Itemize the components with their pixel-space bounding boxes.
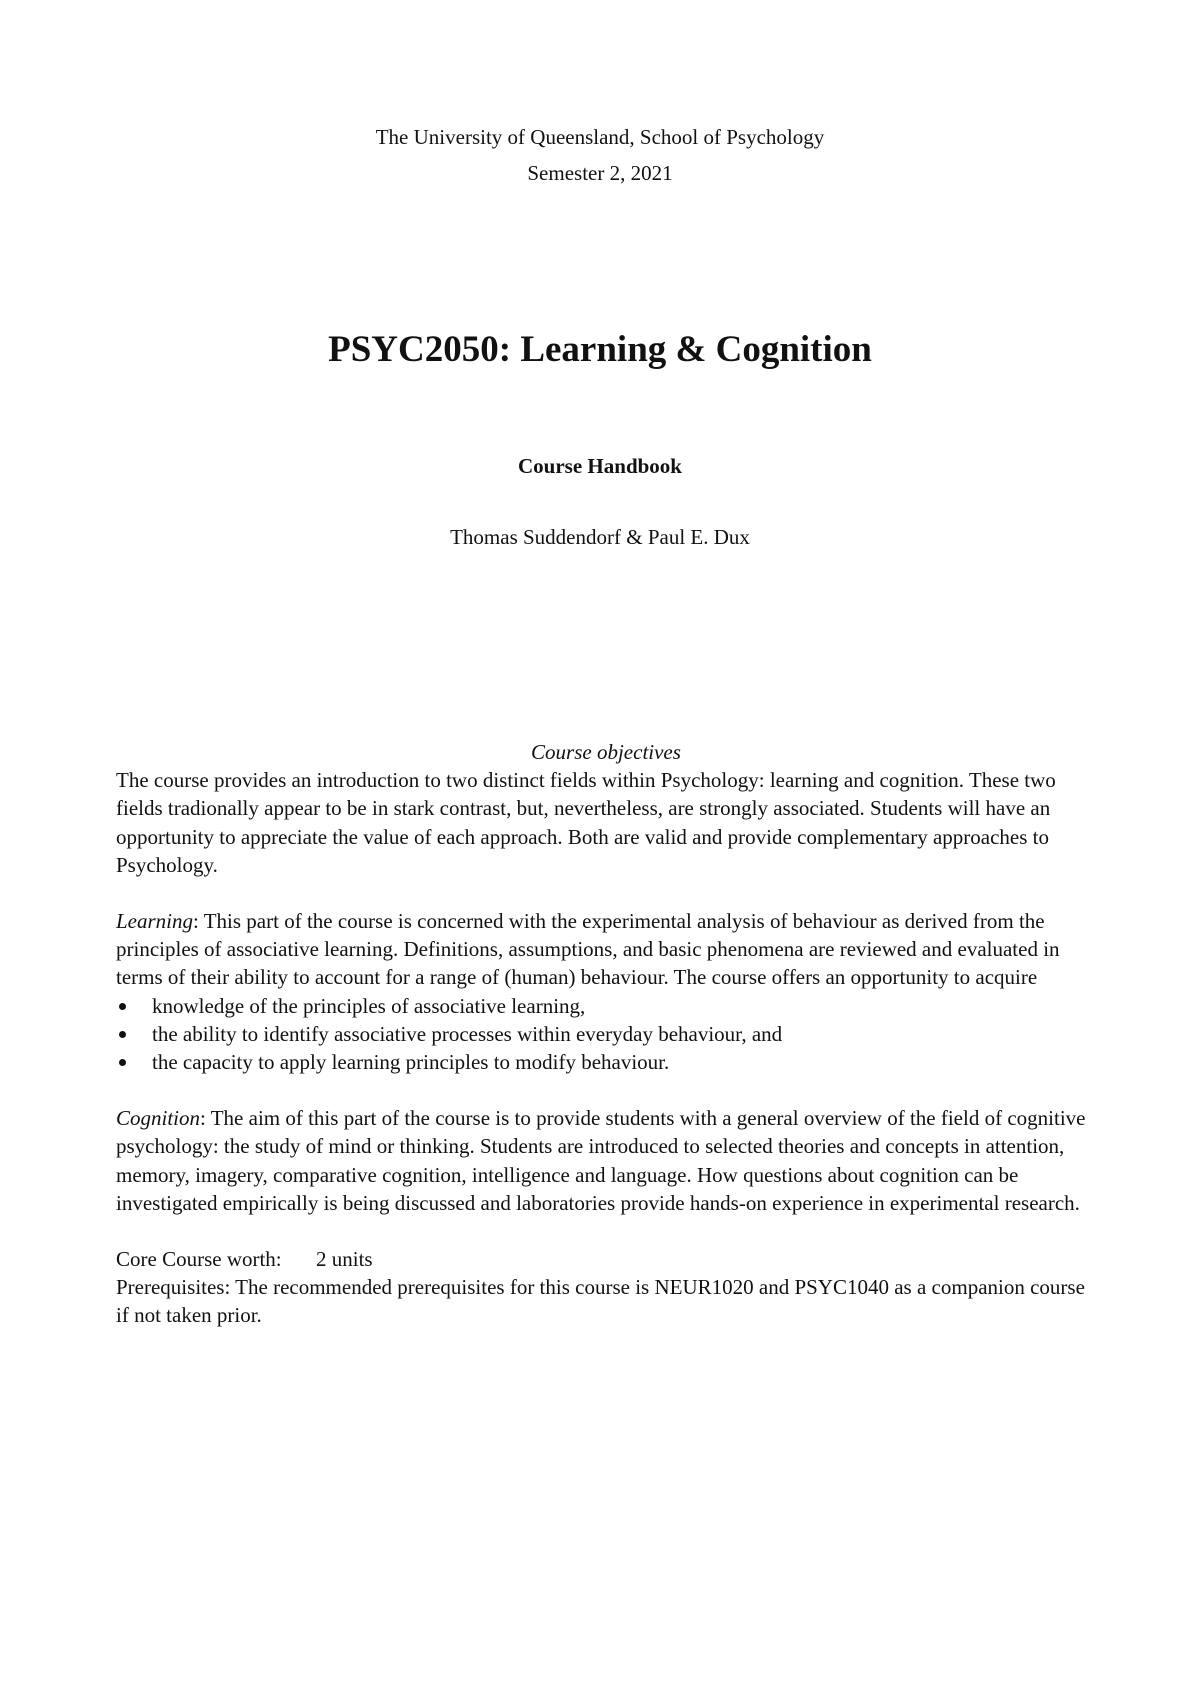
authors-line: Thomas Suddendorf & Paul E. Dux bbox=[450, 525, 750, 549]
worth-value: 2 units bbox=[316, 1247, 373, 1272]
document-subtitle: Course Handbook bbox=[518, 454, 682, 478]
list-item-text: the capacity to apply learning principles to modify behaviour. bbox=[152, 1050, 670, 1075]
document-title: PSYC2050: Learning & Cognition bbox=[328, 329, 872, 370]
worth-label: Core Course worth: bbox=[116, 1247, 282, 1272]
bullet-icon bbox=[119, 1031, 126, 1038]
prerequisites-text: The recommended prerequisites for this course is NEUR1020 and PSYC1040 as a companion course if not taken prior. bbox=[116, 1275, 1085, 1328]
bullet-icon bbox=[119, 1003, 126, 1010]
semester-line: Semester 2, 2021 bbox=[527, 161, 673, 185]
objectives-paragraph: The course provides an introduction to two distinct fields within Psychology: learning and cognition. These two fields tradionally appear to be in stark contrast, but, nevertheless, are strongly associated. Students will have an opportunity to appreciate the value of each approach. Both are valid and provide complementary approaches to Psychology. bbox=[116, 768, 1056, 877]
list-item bbox=[116, 992, 1096, 1020]
prerequisites-paragraph bbox=[116, 1273, 1096, 1329]
cognition-text: : The aim of this part of the course is to provide students with a general overview of the field of cognitive psychology: the study of mind or thinking. Students are introduced to selected theories and concepts in attention, memory, imagery, comparative cognition, intelligence and language. How questions about cognition can be investigated empirically is being discussed and laboratories provide hands-on experience in experimental research. bbox=[116, 1106, 1086, 1215]
learning-text: : This part of the course is concerned with the experimental analysis of behaviour as derived from the principles of associative learning. Definitions, assumptions, and basic phenomena are reviewed and evaluated in terms of their ability to account for a range of (human) behaviour. The course offers an opportunity to acquire bbox=[116, 909, 1060, 990]
course-worth-line bbox=[116, 1245, 1096, 1273]
cognition-paragraph bbox=[116, 1104, 1096, 1217]
list-item bbox=[116, 1048, 1096, 1076]
learning-bullet-list bbox=[116, 992, 1096, 1077]
learning-paragraph bbox=[116, 907, 1096, 992]
list-item-text: the ability to identify associative processes within everyday behaviour, and bbox=[152, 1021, 783, 1046]
bullet-icon bbox=[119, 1059, 126, 1066]
list-item bbox=[116, 1020, 1096, 1048]
prerequisites-label: Prerequisites: bbox=[116, 1275, 231, 1300]
cognition-label: Cognition bbox=[116, 1106, 201, 1131]
document-body bbox=[116, 738, 1096, 1330]
learning-label: Learning bbox=[116, 909, 194, 934]
paragraph-gap bbox=[116, 1076, 1096, 1104]
objectives-heading: Course objectives bbox=[531, 740, 681, 764]
paragraph-gap bbox=[116, 1217, 1096, 1245]
list-item-text: knowledge of the principles of associative learning, bbox=[152, 993, 586, 1018]
institution-line: The University of Queensland, School of Psychology bbox=[375, 125, 825, 149]
paragraph-gap bbox=[116, 879, 1096, 907]
